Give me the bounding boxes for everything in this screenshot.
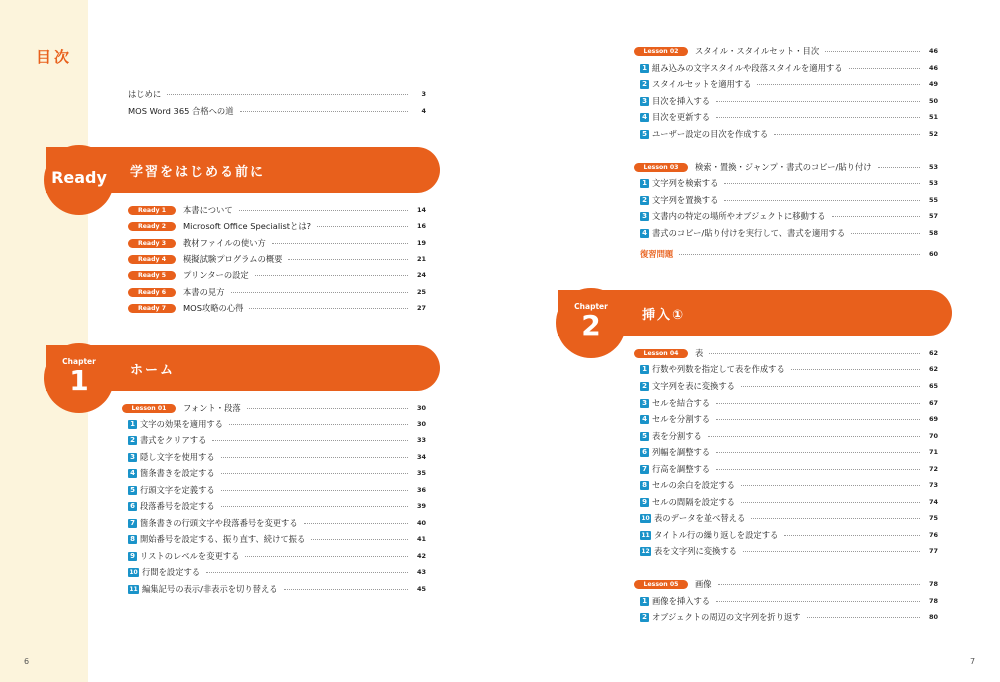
entry-page: 21 xyxy=(416,255,426,263)
topic-number-badge: 10 xyxy=(129,568,138,576)
entry-label: 文字列を表に変換する xyxy=(652,381,735,391)
entry-label: 文字列を検索する xyxy=(652,178,719,188)
topic-number-badge: 12 xyxy=(641,547,650,555)
entry-label: 行間を設定する xyxy=(142,567,201,577)
leader-dots xyxy=(249,308,408,309)
entry-label: スタイルセットを適用する xyxy=(652,79,752,89)
entry-page: 58 xyxy=(928,229,938,237)
toc-entry-intro[interactable] xyxy=(128,87,426,101)
leader-dots xyxy=(240,111,408,112)
entry-page: 50 xyxy=(928,97,938,105)
entry-page: 67 xyxy=(928,399,938,407)
toc-entry-topic[interactable] xyxy=(640,478,938,492)
topic-number-badge: 5 xyxy=(640,432,649,441)
entry-label: セルを結合する xyxy=(652,398,711,408)
entry-page: 36 xyxy=(416,486,426,494)
chapter1-title: ホーム xyxy=(130,363,176,378)
topic-number-badge: 4 xyxy=(640,415,649,424)
toc-entry-topic[interactable] xyxy=(128,532,426,546)
entry-page: 65 xyxy=(928,382,938,390)
leader-dots xyxy=(229,424,408,425)
toc-entry-topic[interactable] xyxy=(640,193,938,207)
topic-number-badge: 1 xyxy=(640,64,649,73)
entry-label: プリンターの設定 xyxy=(183,270,249,280)
entry-label: フォント・段落 xyxy=(183,403,241,413)
entry-label: セルの余白を設定する xyxy=(652,480,735,490)
toc-entry-topic[interactable] xyxy=(640,209,938,223)
topic-number-badge: 7 xyxy=(128,519,137,528)
entry-page: 16 xyxy=(416,222,426,230)
entry-page: 73 xyxy=(928,481,938,489)
leader-dots xyxy=(167,94,408,95)
entry-page: 80 xyxy=(928,613,938,621)
toc-entry-topic[interactable] xyxy=(128,499,426,513)
topic-number-badge: 11 xyxy=(129,585,138,593)
entry-page: 4 xyxy=(421,107,426,115)
topic-number-badge: 2 xyxy=(128,436,137,445)
entry-label: 行高を調整する xyxy=(652,464,711,474)
entry-page: 69 xyxy=(928,415,938,423)
toc-entry-ready[interactable] xyxy=(128,219,426,233)
entry-page: 77 xyxy=(928,547,938,555)
leader-dots xyxy=(849,68,921,69)
entry-label: 書式のコピー/貼り付けを実行して、書式を適用する xyxy=(652,228,846,238)
entry-label: リストのレベルを変更する xyxy=(140,551,240,561)
toc-entry-ready[interactable] xyxy=(128,236,426,250)
entry-page: 72 xyxy=(928,465,938,473)
topic-number-badge: 2 xyxy=(640,80,649,89)
entry-page: 42 xyxy=(416,552,426,560)
leader-dots xyxy=(221,490,408,491)
leader-dots xyxy=(221,506,408,507)
entry-page: 35 xyxy=(416,469,426,477)
topic-number-badge: 7 xyxy=(640,465,649,474)
toc-entry-topic[interactable] xyxy=(640,511,938,525)
ready-tag: Ready 4 xyxy=(128,255,176,264)
entry-page: 51 xyxy=(928,113,938,121)
leader-dots xyxy=(239,210,408,211)
toc-entry-topic[interactable] xyxy=(640,429,938,443)
leader-dots xyxy=(716,403,920,404)
toc-entry-review[interactable] xyxy=(640,247,938,261)
leader-dots xyxy=(718,584,920,585)
topic-number-badge: 10 xyxy=(641,514,650,522)
leader-dots xyxy=(851,233,920,234)
lesson-tag: Lesson 05 xyxy=(634,580,688,589)
entry-page: 34 xyxy=(416,453,426,461)
leader-dots xyxy=(284,589,408,590)
leader-dots xyxy=(807,617,920,618)
toc-entry-topic[interactable] xyxy=(640,127,938,141)
toc-entry-ready[interactable] xyxy=(128,203,426,217)
entry-label: 検索・置換・ジャンプ・書式のコピー/貼り付け xyxy=(695,162,872,172)
topic-number-badge: 3 xyxy=(128,453,137,462)
entry-page: 78 xyxy=(928,597,938,605)
entry-label: 表を文字列に変換する xyxy=(654,546,737,556)
topic-number-badge: 3 xyxy=(640,212,649,221)
toc-entry-lesson[interactable] xyxy=(634,44,938,58)
entry-label: スタイル・スタイルセット・目次 xyxy=(695,46,820,56)
topic-number-badge: 2 xyxy=(640,196,649,205)
entry-page: 55 xyxy=(928,196,938,204)
entry-label: MOS攻略の心得 xyxy=(183,303,244,313)
ready-section-title: 学習をはじめる前に xyxy=(130,165,266,180)
topic-number-badge: 4 xyxy=(640,229,649,238)
entry-page: 60 xyxy=(928,250,938,258)
chapter1-badge xyxy=(44,343,114,413)
left-margin-band xyxy=(0,0,88,682)
toc-entry-topic[interactable] xyxy=(640,610,938,624)
chapter-number: 2 xyxy=(581,309,601,342)
entry-page: 30 xyxy=(416,420,426,428)
toc-entry-topic[interactable] xyxy=(640,495,938,509)
chapter2-title: 挿入① xyxy=(642,308,686,323)
entry-label: 文字の効果を適用する xyxy=(140,419,223,429)
chapter-caption: Chapter xyxy=(62,357,96,366)
toc-entry-ready[interactable] xyxy=(128,268,426,282)
toc-entry-topic[interactable] xyxy=(128,483,426,497)
leader-dots xyxy=(724,183,920,184)
ready-tag: Ready 6 xyxy=(128,288,176,297)
leader-dots xyxy=(825,51,920,52)
toc-entry-topic[interactable] xyxy=(640,445,938,459)
topic-number-badge: 2 xyxy=(640,613,649,622)
page-number-left: 6 xyxy=(24,657,30,666)
topic-number-badge: 3 xyxy=(640,399,649,408)
toc-entry-topic[interactable] xyxy=(640,94,938,108)
leader-dots xyxy=(212,440,408,441)
toc-entry-lesson[interactable] xyxy=(634,577,938,591)
entry-label: 隠し文字を使用する xyxy=(140,452,215,462)
leader-dots xyxy=(708,436,920,437)
entry-page: 45 xyxy=(416,585,426,593)
entry-label: 目次を挿入する xyxy=(652,96,711,106)
topic-number-badge: 1 xyxy=(128,420,137,429)
entry-page: 71 xyxy=(928,448,938,456)
toc-entry-topic[interactable] xyxy=(640,412,938,426)
leader-dots xyxy=(784,535,920,536)
entry-label: セルを分割する xyxy=(652,414,711,424)
entry-page: 19 xyxy=(416,239,426,247)
toc-entry-topic[interactable] xyxy=(128,565,426,579)
entry-label: 行数や列数を指定して表を作成する xyxy=(652,364,785,374)
entry-page: 57 xyxy=(928,212,938,220)
entry-label: 本書について xyxy=(183,205,233,215)
toc-entry-topic[interactable] xyxy=(128,466,426,480)
leader-dots xyxy=(724,200,920,201)
toc-entry-lesson[interactable] xyxy=(122,401,426,415)
entry-label: 模擬試験プログラムの概要 xyxy=(183,254,283,264)
lesson-tag: Lesson 02 xyxy=(634,47,688,56)
entry-label: セルの間隔を設定する xyxy=(652,497,735,507)
leader-dots xyxy=(709,353,920,354)
topic-number-badge: 5 xyxy=(128,486,137,495)
chapter-caption: Chapter xyxy=(574,302,608,311)
entry-page: 49 xyxy=(928,80,938,88)
toc-entry-topic[interactable] xyxy=(640,226,938,240)
topic-number-badge: 11 xyxy=(641,531,650,539)
entry-label: 画像 xyxy=(695,579,712,589)
entry-page: 46 xyxy=(928,64,938,72)
leader-dots xyxy=(751,518,920,519)
entry-page: 14 xyxy=(416,206,426,214)
topic-number-badge: 3 xyxy=(640,97,649,106)
entry-label: はじめに xyxy=(128,89,162,99)
topic-number-badge: 1 xyxy=(640,597,649,606)
leader-dots xyxy=(206,572,408,573)
review-label: 復習問題 xyxy=(640,249,674,259)
leader-dots xyxy=(317,226,408,227)
leader-dots xyxy=(221,473,408,474)
entry-page: 43 xyxy=(416,568,426,576)
toc-entry-topic[interactable] xyxy=(640,110,938,124)
lesson-tag: Lesson 04 xyxy=(634,349,688,358)
leader-dots xyxy=(741,485,920,486)
toc-entry-topic[interactable] xyxy=(128,516,426,530)
entry-page: 62 xyxy=(928,365,938,373)
entry-label: 表を分割する xyxy=(652,431,702,441)
entry-label: 編集記号の表示/非表示を切り替える xyxy=(142,584,278,594)
toc-entry-topic[interactable] xyxy=(128,417,426,431)
leader-dots xyxy=(791,369,920,370)
entry-page: 3 xyxy=(421,90,426,98)
leader-dots xyxy=(221,457,408,458)
topic-number-badge: 4 xyxy=(640,113,649,122)
toc-entry-topic[interactable] xyxy=(128,582,426,596)
toc-entry-topic[interactable] xyxy=(640,176,938,190)
topic-number-badge: 6 xyxy=(128,502,137,511)
leader-dots xyxy=(741,502,920,503)
leader-dots xyxy=(247,408,408,409)
toc-entry-topic[interactable] xyxy=(640,61,938,75)
leader-dots xyxy=(774,134,920,135)
entry-label: オブジェクトの周辺の文字列を折り返す xyxy=(652,612,801,622)
entry-label: 箇条書きの行頭文字や段落番号を変更する xyxy=(140,518,298,528)
entry-label: 目次を更新する xyxy=(652,112,711,122)
leader-dots xyxy=(716,452,920,453)
ready-tag: Ready 5 xyxy=(128,271,176,280)
entry-page: 76 xyxy=(928,531,938,539)
entry-label: 表 xyxy=(695,348,704,358)
leader-dots xyxy=(741,386,920,387)
leader-dots xyxy=(716,601,920,602)
toc-entry-topic[interactable] xyxy=(640,379,938,393)
entry-page: 74 xyxy=(928,498,938,506)
entry-label: 本書の見方 xyxy=(183,287,225,297)
toc-entry-topic[interactable] xyxy=(640,362,938,376)
entry-page: 53 xyxy=(928,179,938,187)
toc-entry-ready[interactable] xyxy=(128,252,426,266)
entry-page: 78 xyxy=(928,580,938,588)
entry-label: 開始番号を設定する、振り直す、続けて振る xyxy=(140,534,306,544)
entry-label: タイトル行の繰り返しを設定する xyxy=(654,530,779,540)
toc-entry-topic[interactable] xyxy=(640,594,938,608)
toc-title: 目次 xyxy=(36,48,73,66)
entry-page: 30 xyxy=(416,404,426,412)
entry-label: 教材ファイルの使い方 xyxy=(183,238,266,248)
ready-tag: Ready 1 xyxy=(128,206,176,215)
chapter-number: 1 xyxy=(69,364,89,397)
entry-page: 25 xyxy=(416,288,426,296)
topic-number-badge: 8 xyxy=(128,535,137,544)
topic-number-badge: 9 xyxy=(640,498,649,507)
toc-entry-lesson[interactable] xyxy=(634,346,938,360)
leader-dots xyxy=(716,117,920,118)
toc-entry-ready[interactable] xyxy=(128,301,426,315)
leader-dots xyxy=(255,275,408,276)
entry-label: ユーザー設定の目次を作成する xyxy=(652,129,769,139)
leader-dots xyxy=(716,101,920,102)
topic-number-badge: 1 xyxy=(640,179,649,188)
entry-page: 70 xyxy=(928,432,938,440)
leader-dots xyxy=(832,216,921,217)
entry-page: 39 xyxy=(416,502,426,510)
leader-dots xyxy=(716,469,920,470)
lesson-tag: Lesson 01 xyxy=(122,404,176,413)
entry-label: 列幅を調整する xyxy=(652,447,711,457)
toc-entry-topic[interactable] xyxy=(640,528,938,542)
toc-entry-lesson[interactable] xyxy=(634,160,938,174)
entry-page: 52 xyxy=(928,130,938,138)
entry-page: 33 xyxy=(416,436,426,444)
entry-label: MOS Word 365 合格への道 xyxy=(128,106,234,116)
entry-label: 組み込みの文字スタイルや段落スタイルを適用する xyxy=(652,63,843,73)
toc-entry-topic[interactable] xyxy=(128,450,426,464)
entry-page: 27 xyxy=(416,304,426,312)
topic-number-badge: 4 xyxy=(128,469,137,478)
entry-label: 表のデータを並べ替える xyxy=(654,513,746,523)
entry-label: Microsoft Office Specialistとは? xyxy=(183,221,312,231)
page-number-right: 7 xyxy=(970,657,976,666)
entry-label: 箇条書きを設定する xyxy=(140,468,215,478)
entry-page: 75 xyxy=(928,514,938,522)
toc-entry-topic[interactable] xyxy=(128,549,426,563)
entry-label: 段落番号を設定する xyxy=(140,501,215,511)
toc-entry-topic[interactable] xyxy=(640,77,938,91)
ready-tag: Ready 7 xyxy=(128,304,176,313)
entry-page: 41 xyxy=(416,535,426,543)
entry-page: 46 xyxy=(928,47,938,55)
entry-page: 62 xyxy=(928,349,938,357)
lesson-tag: Lesson 03 xyxy=(634,163,688,172)
leader-dots xyxy=(288,259,408,260)
entry-page: 53 xyxy=(928,163,938,171)
toc-entry-ready[interactable] xyxy=(128,285,426,299)
leader-dots xyxy=(743,551,920,552)
leader-dots xyxy=(304,523,408,524)
ready-tag: Ready 2 xyxy=(128,222,176,231)
leader-dots xyxy=(679,254,920,255)
topic-number-badge: 9 xyxy=(128,552,137,561)
entry-label: 文書内の特定の場所やオブジェクトに移動する xyxy=(652,211,826,221)
ready-tag: Ready 3 xyxy=(128,239,176,248)
topic-number-badge: 2 xyxy=(640,382,649,391)
leader-dots xyxy=(245,556,408,557)
topic-number-badge: 8 xyxy=(640,481,649,490)
topic-number-badge: 6 xyxy=(640,448,649,457)
leader-dots xyxy=(878,167,920,168)
entry-label: 行頭文字を定義する xyxy=(140,485,215,495)
ready-badge xyxy=(44,145,114,215)
toc-entry-intro[interactable] xyxy=(128,104,426,118)
leader-dots xyxy=(231,292,409,293)
toc-entry-topic[interactable] xyxy=(128,433,426,447)
entry-label: 書式をクリアする xyxy=(140,435,207,445)
chapter2-badge xyxy=(556,288,626,358)
leader-dots xyxy=(757,84,920,85)
toc-entry-topic[interactable] xyxy=(640,462,938,476)
topic-number-badge: 5 xyxy=(640,130,649,139)
topic-number-badge: 1 xyxy=(640,365,649,374)
entry-label: 画像を挿入する xyxy=(652,596,711,606)
entry-page: 40 xyxy=(416,519,426,527)
ready-badge-label: Ready xyxy=(51,168,107,187)
leader-dots xyxy=(272,243,408,244)
toc-entry-topic[interactable] xyxy=(640,396,938,410)
toc-entry-topic[interactable] xyxy=(640,544,938,558)
entry-page: 24 xyxy=(416,271,426,279)
entry-label: 文字列を置換する xyxy=(652,195,719,205)
leader-dots xyxy=(716,419,920,420)
leader-dots xyxy=(311,539,408,540)
